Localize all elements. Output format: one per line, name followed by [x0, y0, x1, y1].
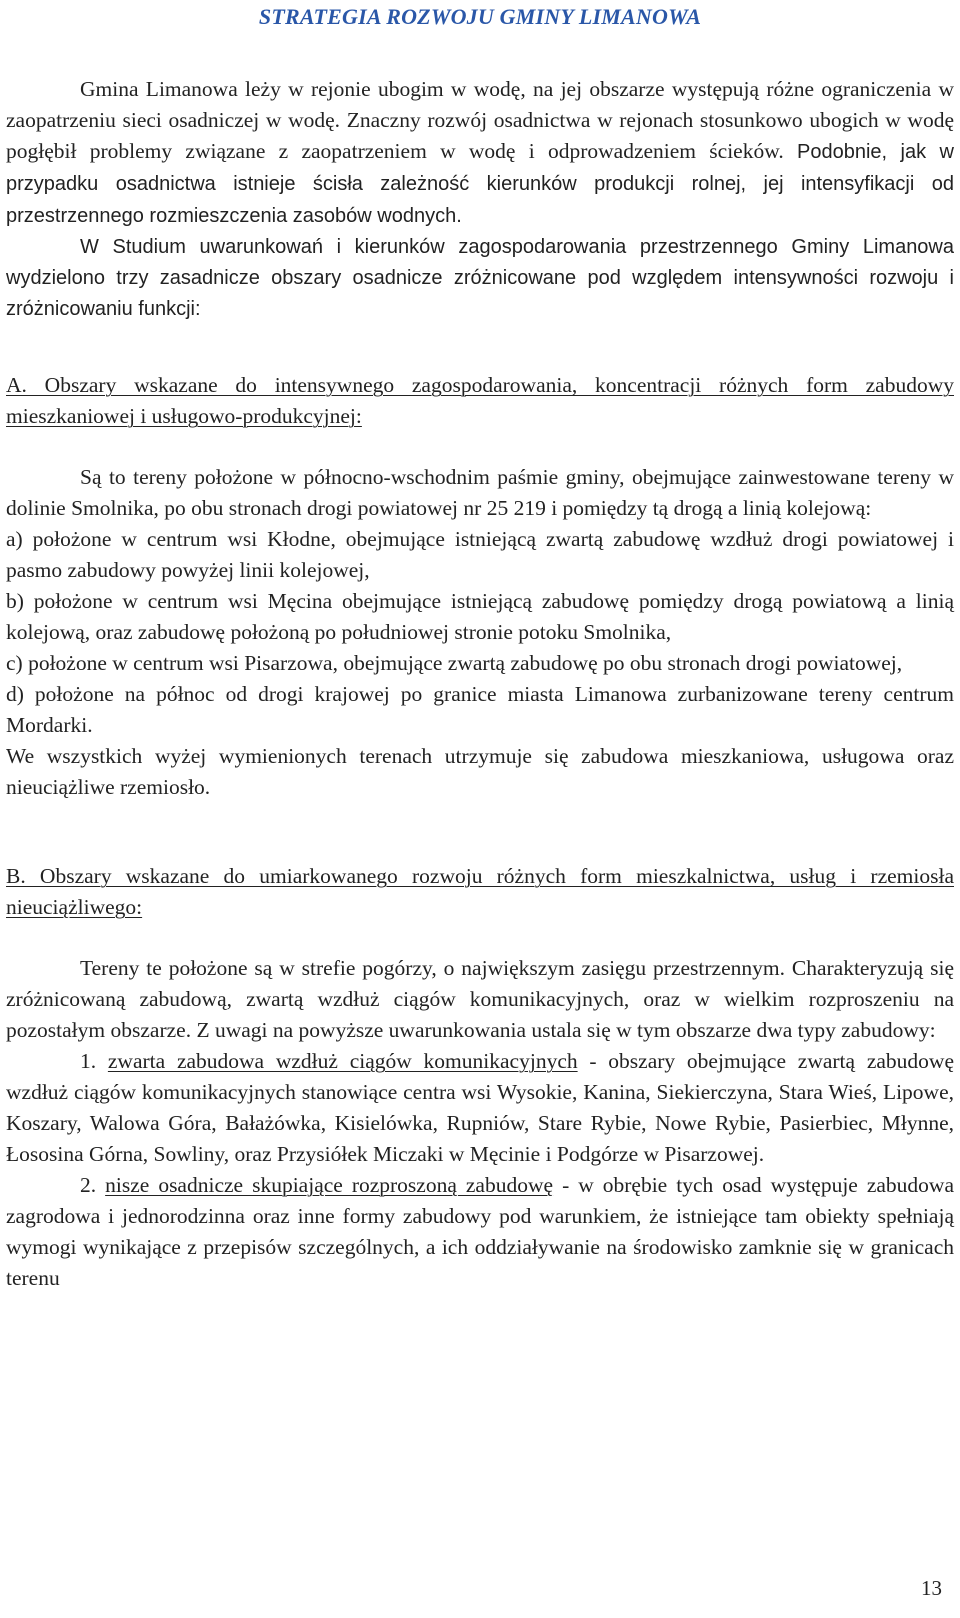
intro-paragraph-1-part-b: Podobnie, jak w przypadku osadnictwa istnieje ścisła zależność kierunków produkcji rolnej, jej intensyfikacji od przestrzennego rozmieszczenia zasobów wodnych.	[6, 141, 954, 227]
section-a-closing: We wszystkich wyżej wymienionych terenach utrzymuje się zabudowa mieszkaniowa, usługowa oraz nieuciążliwe rzemiosło.	[6, 744, 954, 799]
section-a-item-b: b) położone w centrum wsi Męcina obejmujące istniejącą zabudowę pomiędzy drogą powiatową a linią kolejową, oraz zabudowę położoną po południowej stronie potoku Smolnika,	[6, 589, 954, 644]
section-a-item-d: d) położone na północ od drogi krajowej po granice miasta Limanowa zurbanizowane tereny centrum Mordarki.	[6, 682, 954, 737]
section-a-item-c: c) położone w centrum wsi Pisarzowa, obejmujące zwartą zabudowę po obu stronach drogi powiatowej,	[6, 651, 903, 675]
section-b-item-1	[6, 1046, 954, 1170]
intro-paragraph-2: W Studium uwarunkowań i kierunków zagospodarowania przestrzennego Gminy Limanowa wydzielono trzy zasadnicze obszary osadnicze zróżnicowane pod względem intensywności rozwoju i zróżnicowaniu funkcji:	[6, 236, 954, 320]
section-b-heading: B. Obszary wskazane do umiarkowanego rozwoju różnych form mieszkalnictwa, usług i rzemiosła nieuciążliwego:	[6, 864, 954, 919]
section-b-item-1-title: zwarta zabudowa wzdłuż ciągów komunikacyjnych	[107, 1049, 578, 1073]
section-b-item-1-text: - obszary obejmujące zwartą zabudowę wzdłuż ciągów komunikacyjnych stanowiące centra wsi Wysokie, Kanina, Siekierczyna, Stara Wieś, Lipowe, Koszary, Walowa Góra, Bałażówka, Kisielówka, Rupniów, Stare Rybie, Nowe Rybie, Pasierbiec, Młynne, Łososina Górna, Sowliny, oraz Przysiółek Miczaki w Męcinie i Podgórze w Pisarzowej.	[6, 1049, 954, 1166]
intro-paragraph-1-part-a: Gmina Limanowa leży w rejonie ubogim w wodę, na jej obszarze występują różne ograniczenia w zaopatrzeniu sieci osadniczej w wodę. Znaczny rozwój osadnictwa w rejonach stosunkowo ubogich w wodę pogłębił problemy związane z zaopatrzeniem w wodę i odprowadzeniem ścieków.	[6, 77, 954, 163]
document-body	[6, 74, 954, 1294]
section-b-item-2-number: 2.	[80, 1173, 106, 1197]
intro-paragraph-1	[6, 74, 954, 232]
section-b-item-2-title: nisze osadnicze skupiające rozproszoną zabudowę	[105, 1173, 554, 1197]
section-a-paragraph: Są to tereny położone w północno-wschodnim paśmie gminy, obejmujące zainwestowane tereny w dolinie Smolnika, po obu stronach drogi powiatowej nr 25 219 i pomiędzy tą drogą a linią kolejową:	[6, 465, 954, 520]
section-a-item-a: a) położone w centrum wsi Kłodne, obejmujące istniejącą zwartą zabudowę wzdłuż drogi powiatowej i pasmo zabudowy powyżej linii kolejowej,	[6, 527, 954, 582]
section-b-item-2-text: - w obrębie tych osad występuje zabudowa zagrodowa i jednorodzinna oraz inne formy zabudowy pod warunkiem, że istniejące tam obiekty spełniają wymogi wynikające z przepisów szczególnych, a ich oddziaływanie na środowisko zamknie się w granicach terenu	[6, 1173, 955, 1290]
section-b-paragraph: Tereny te położone są w strefie pogórzy, o największym zasięgu przestrzennym. Charakteryzują się zróżnicowaną zabudową, zwartą wzdłuż ciągów komunikacyjnych, oraz w wielkim rozproszeniu na pozostałym obszarze. Z uwagi na powyższe uwarunkowania ustala się w tym obszarze dwa typy zabudowy:	[6, 956, 954, 1042]
section-b-item-1-number: 1.	[80, 1049, 108, 1073]
section-a-heading: A. Obszary wskazane do intensywnego zagospodarowania, koncentracji różnych form zabudowy mieszkaniowej i usługowo-produkcyjnej:	[6, 373, 954, 428]
page-number: 13	[921, 1576, 942, 1600]
section-b-item-2	[6, 1170, 954, 1294]
running-header: STRATEGIA ROZWOJU GMINY LIMANOWA	[258, 4, 702, 29]
